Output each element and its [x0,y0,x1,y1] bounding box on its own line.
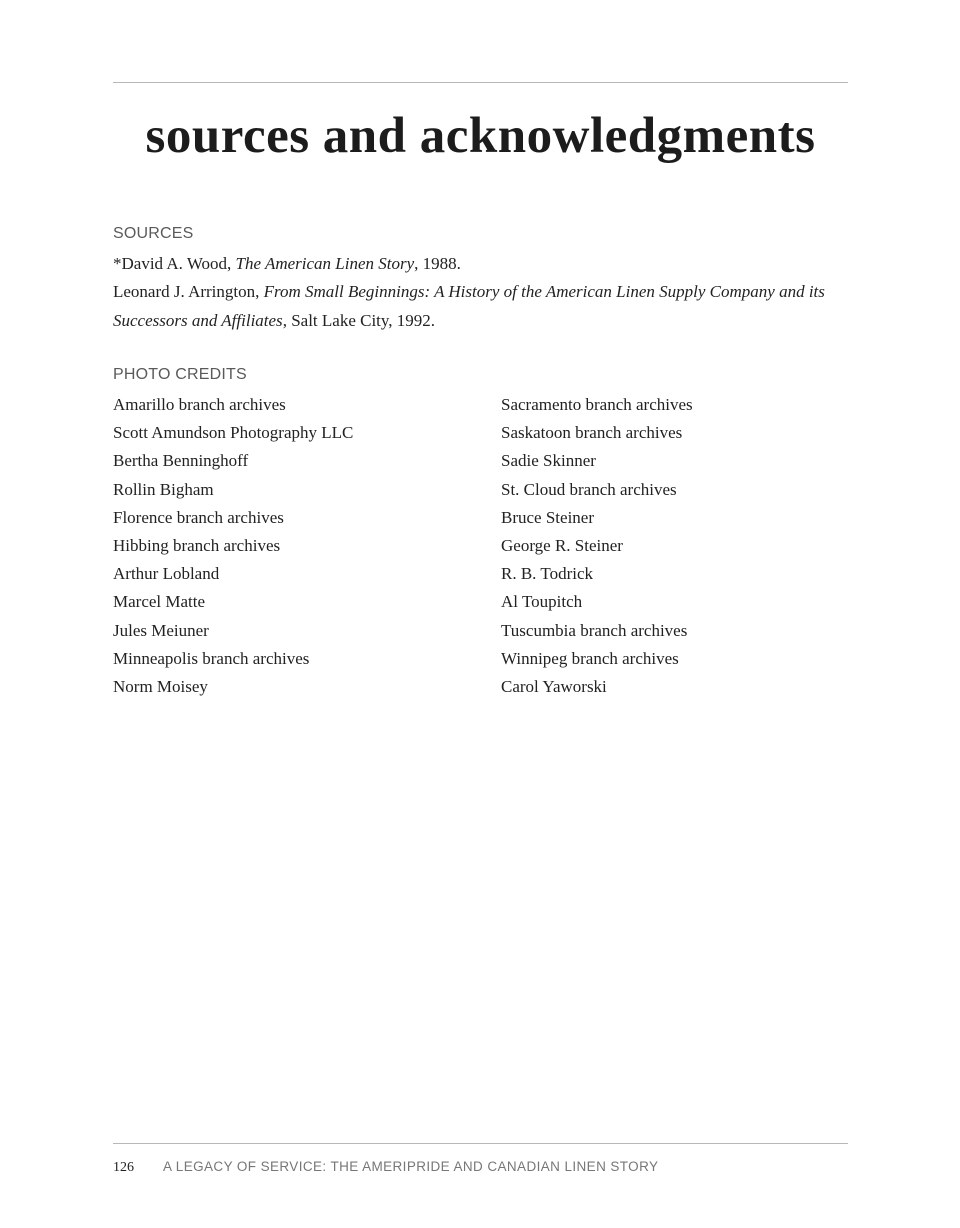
photo-credits-right-column [501,391,848,701]
credit-item: R. B. Todrick [501,564,593,584]
credit-item: Saskatoon branch archives [501,423,683,443]
credit-item: Sacramento branch archives [501,395,693,414]
top-divider [113,82,848,83]
source-author: Leonard J. Arrington, [113,282,264,302]
running-title: A LEGACY OF SERVICE: THE AMERIPRIDE AND CANADIAN LINEN STORY [163,1159,659,1174]
credit-item: Winnipeg branch archives [501,648,679,668]
credit-item: Al Toupitch [501,592,583,612]
sources-list [113,250,848,335]
credit-item: Amarillo branch archives [113,395,286,414]
page-footer [113,1157,848,1177]
page-title: sources and acknowledgments [145,108,816,164]
credit-item: Hibbing branch archives [113,536,281,556]
credit-item: Marcel Matte [113,592,206,612]
credit-item: Sadie Skinner [501,451,596,471]
credit-item: Rollin Bigham [113,479,214,499]
footer-divider [113,1143,848,1144]
photo-credits-heading: PHOTO CREDITS [113,366,247,383]
credit-item: Tuscumbia branch archives [501,620,688,640]
credit-item: Carol Yaworski [501,677,607,697]
credit-item: Bertha Benninghoff [113,451,249,471]
photo-credits-left-column [113,391,473,701]
source-publication-info: , Salt Lake City, 1992. [282,310,436,330]
credit-item: Florence branch archives [113,507,284,527]
page-number: 126 [113,1160,134,1175]
source-work-title: The American Linen Story [235,254,415,273]
source-publication-info: , 1988. [414,254,461,273]
credit-item: Scott Amundson Photography LLC [113,423,354,443]
credit-item: Jules Meiuner [113,620,209,640]
credit-item: Norm Moisey [113,677,208,697]
credit-item: Minneapolis branch archives [113,648,310,668]
credit-item: Bruce Steiner [501,507,594,527]
source-entry [113,250,848,278]
sources-heading: SOURCES [113,225,194,242]
source-author: *David A. Wood, [113,254,236,273]
credit-item: Arthur Lobland [113,564,220,584]
source-work-title: From Small Beginnings: A History of the American Linen Supply Company and its Successors and Affiliates [113,282,825,330]
credit-item: St. Cloud branch archives [501,479,677,499]
source-entry [113,278,848,335]
credit-item: George R. Steiner [501,536,623,556]
